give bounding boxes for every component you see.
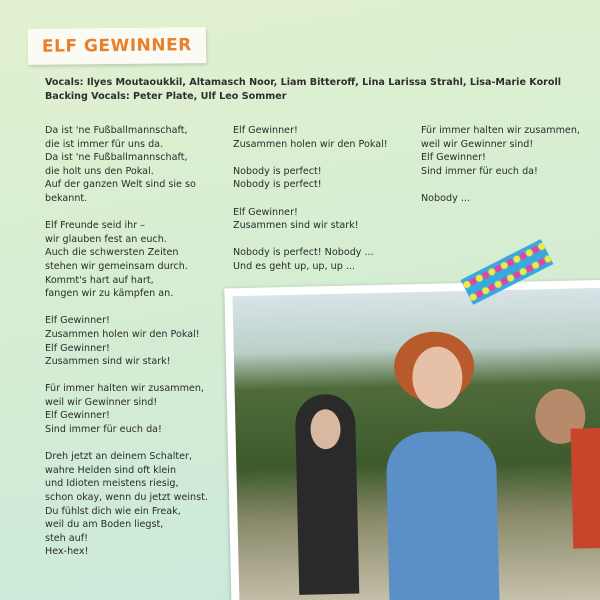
lyric-line: weil du am Boden liegst, [45, 519, 164, 531]
lyric-line: Nobody ... [421, 192, 470, 204]
lyric-line: Elf Freunde seid ihr – [45, 220, 146, 232]
person-center-jacket [386, 430, 500, 600]
lyric-line: Zusammen holen wir den Pokal! [233, 138, 388, 150]
lyric-line: Nobody is perfect! [233, 165, 322, 177]
lyric-line: Elf Gewinner! [233, 206, 298, 218]
lyric-line: Du fühlst dich wie ein Freak, [45, 505, 181, 517]
lyric-line: bekannt. [45, 192, 88, 204]
lyric-line: Elf Gewinner! [45, 410, 110, 422]
lyrics-column-1 [45, 124, 235, 573]
photo-image [232, 288, 600, 600]
title-label [28, 27, 206, 65]
lyric-line: die holt uns den Pokal. [45, 165, 154, 177]
lyric-line: Elf Gewinner! [45, 315, 110, 327]
lyric-line: Auf der ganzen Welt sind sie so [45, 179, 196, 191]
lyric-line: weil wir Gewinner sind! [45, 396, 158, 408]
lyric-line: Sind immer für euch da! [45, 424, 162, 436]
lyric-line: wir glauben fest an euch. [45, 233, 167, 245]
lyric-line: und Idioten meistens riesig, [45, 478, 179, 490]
lyric-line: Zusammen holen wir den Pokal! [45, 328, 200, 340]
lyric-line: Da ist 'ne Fußballmannschaft, [45, 125, 188, 136]
lyric-line: steh auf! [45, 532, 88, 544]
lyric-line: Kommt's hart auf hart, [45, 274, 154, 286]
stanza [45, 219, 235, 301]
lyric-line: fangen wir zu kämpfen an. [45, 288, 174, 300]
lyric-line: die ist immer für uns da. [45, 138, 164, 150]
lyric-line: Auch die schwersten Zeiten [45, 247, 179, 259]
song-title: ELF GEWINNER [41, 35, 192, 57]
stanza [421, 192, 600, 206]
lyric-line: Nobody is perfect! Nobody ... [233, 247, 374, 259]
credits [45, 76, 561, 104]
stanza [233, 206, 423, 233]
lyric-line: Für immer halten wir zusammen, [45, 383, 204, 395]
lyric-line: Und es geht up, up, up ... [233, 260, 355, 272]
lyrics-column-3 [421, 124, 600, 219]
lyric-line: Elf Gewinner! [421, 152, 486, 164]
face-center [412, 346, 463, 409]
stanza [45, 450, 235, 559]
stanza [233, 124, 423, 151]
photo [224, 280, 600, 600]
lyric-line: Sind immer für euch da! [421, 165, 538, 177]
backing-vocals-credit: Backing Vocals: Peter Plate, Ulf Leo Sommer [45, 91, 287, 102]
stanza [45, 124, 235, 206]
lyric-line: wahre Helden sind oft klein [45, 464, 177, 476]
stanza [45, 314, 235, 368]
lyric-line: Hex-hex! [45, 546, 89, 558]
lyric-line: schon okay, wenn du jetzt weinst. [45, 492, 208, 504]
person-right [571, 428, 600, 549]
stanza [233, 165, 423, 192]
lyric-line: stehen wir gemeinsam durch. [45, 260, 188, 272]
lyric-line: Dreh jetzt an deinem Schalter, [45, 451, 193, 463]
lyric-line: Zusammen sind wir stark! [45, 356, 171, 368]
stanza [421, 124, 600, 178]
lyric-line: Elf Gewinner! [233, 125, 298, 136]
lyric-line: Da ist 'ne Fußballmannschaft, [45, 152, 188, 164]
lyric-line: Elf Gewinner! [45, 342, 110, 354]
lyric-line: Für immer halten wir zusammen, [421, 125, 580, 136]
lyric-line: Nobody is perfect! [233, 179, 322, 191]
lyrics-column-2 [233, 124, 423, 287]
stanza [233, 246, 423, 273]
lyric-line: Zusammen sind wir stark! [233, 220, 359, 232]
vocals-credit: Vocals: Ilyes Moutaoukkil, Altamasch Noor, Liam Bitteroff, Lina Larissa Strahl, Lisa-Marie Koroll [45, 77, 562, 88]
stanza [45, 382, 235, 436]
lyric-line: weil wir Gewinner sind! [421, 138, 534, 150]
